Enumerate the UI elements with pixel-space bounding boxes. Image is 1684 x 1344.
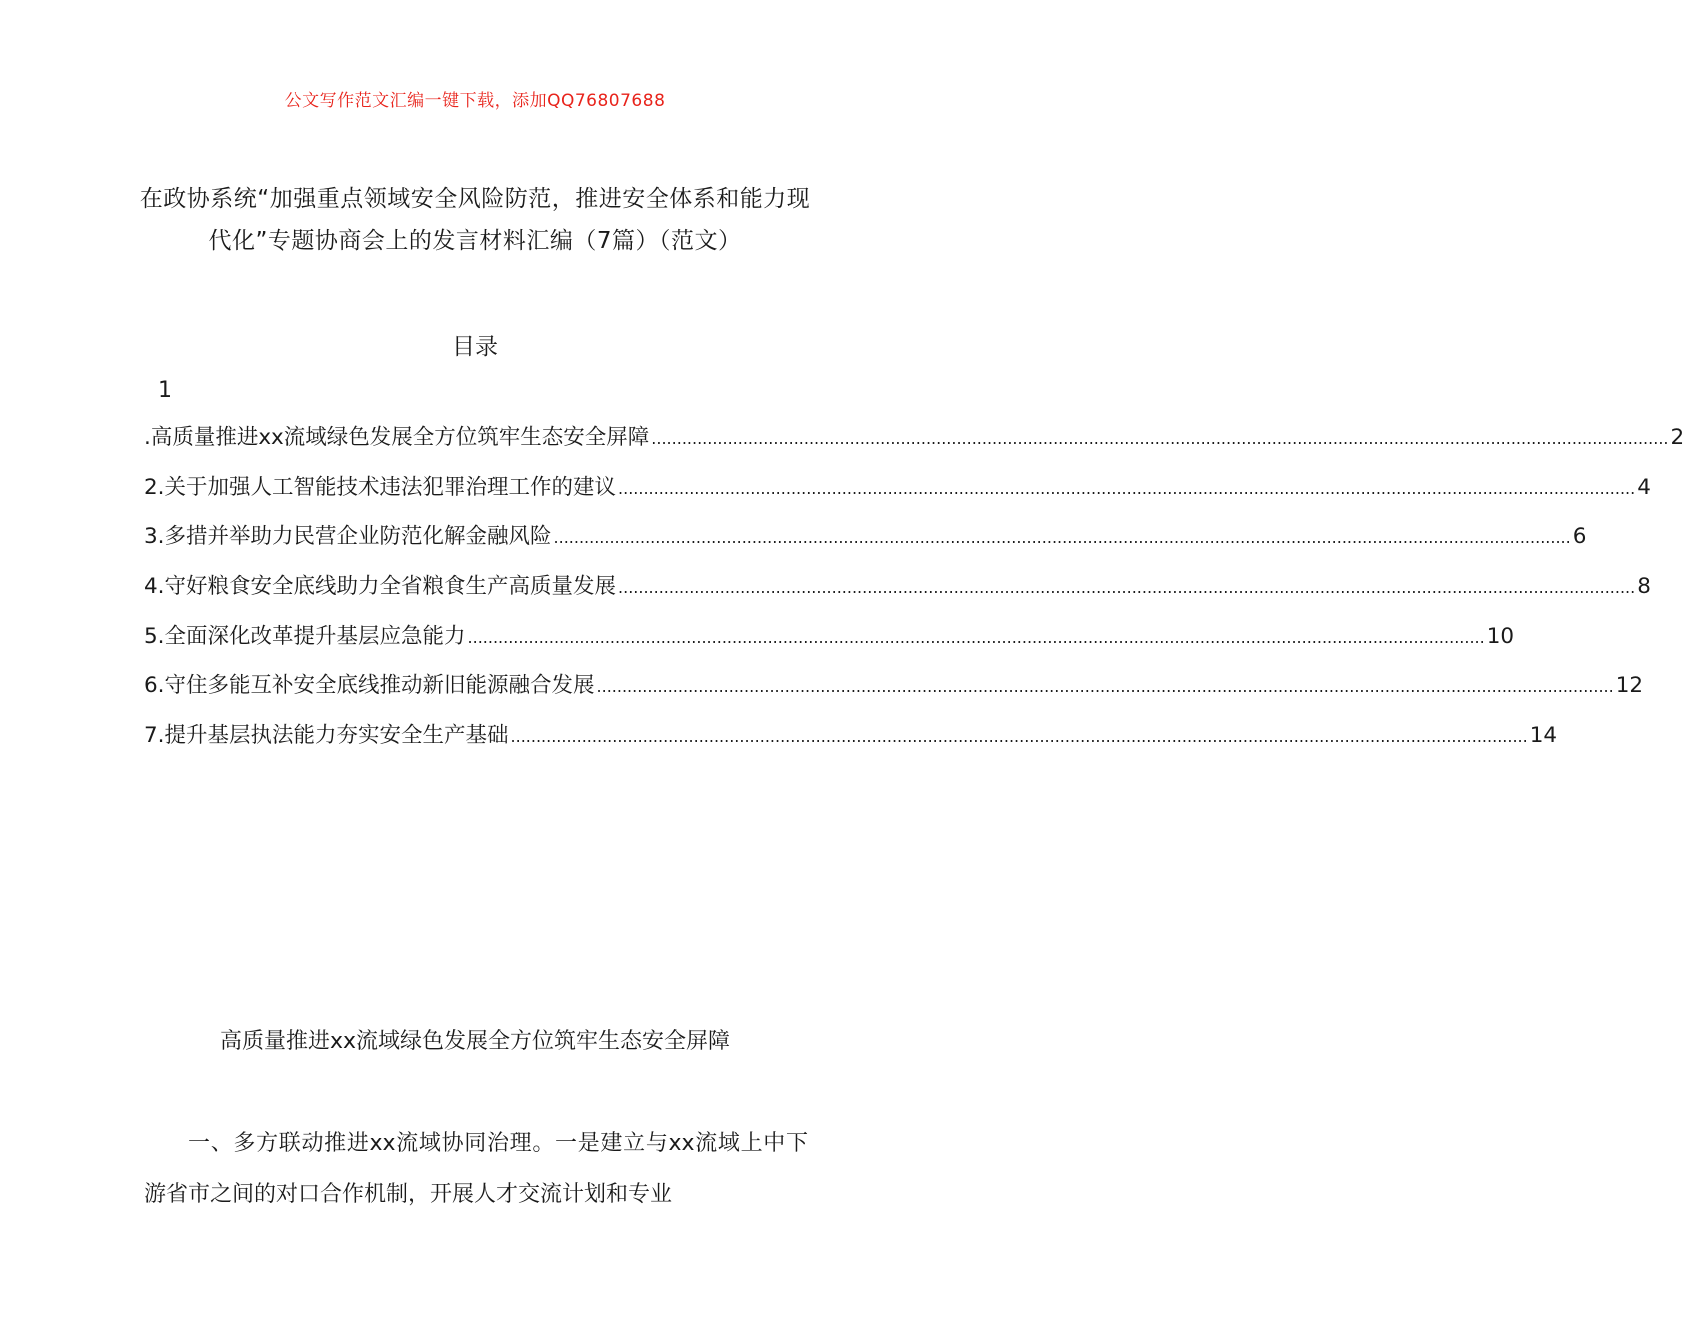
toc-leader-dots: ........................................................................................................................................................................................................ bbox=[651, 429, 1669, 448]
toc-leader-dots: ........................................................................................................................................................................................................ bbox=[467, 627, 1485, 647]
toc-item-label: 3.多措并举助力民营企业防范化解金融风险 bbox=[144, 524, 552, 550]
toc-item-label: .高质量推进xx流域绿色发展全方位筑牢生态安全屏障 bbox=[144, 425, 650, 450]
toc-item-page: 8 bbox=[1637, 574, 1651, 600]
toc-item[interactable] bbox=[144, 668, 1644, 718]
toc-item[interactable] bbox=[144, 718, 1558, 768]
toc-leader-dots: ........................................................................................................................................................................................................ bbox=[510, 727, 1528, 747]
toc-lead-number: 1 bbox=[158, 378, 172, 403]
toc-heading: 目录 bbox=[452, 334, 498, 360]
toc-leader-dots: ........................................................................................................................................................................................................ bbox=[596, 677, 1614, 697]
toc-item[interactable] bbox=[144, 569, 1651, 619]
download-banner[interactable]: 公文写作范文汇编一键下载，添加QQ76807688 bbox=[284, 91, 666, 111]
toc-item-page: 2 bbox=[1670, 425, 1684, 450]
toc-leader-dots: ........................................................................................................................................................................................................ bbox=[618, 478, 1636, 498]
toc-leader-dots: ........................................................................................................................................................................................................ bbox=[553, 528, 1571, 548]
toc-item-label: 6.守住多能互补安全底线推动新旧能源融合发展 bbox=[144, 673, 595, 699]
toc-item[interactable] bbox=[144, 519, 1587, 569]
toc-item-page: 12 bbox=[1615, 673, 1644, 699]
toc-leader-dots: ........................................................................................................................................................................................................ bbox=[618, 578, 1636, 598]
body-paragraph: 一、多方联动推进xx流域协同治理。一是建立与xx流域上中下游省市之间的对口合作机制，开展人才交流计划和专业 bbox=[144, 1131, 808, 1207]
toc-item-page: 10 bbox=[1486, 623, 1515, 649]
toc-item-page: 14 bbox=[1529, 723, 1558, 749]
toc-item-label: 5.全面深化改革提升基层应急能力 bbox=[144, 623, 466, 649]
section-title: 高质量推进xx流域绿色发展全方位筑牢生态安全屏障 bbox=[219, 1029, 731, 1054]
toc-item[interactable] bbox=[144, 420, 1684, 470]
table-of-contents bbox=[144, 420, 1684, 768]
toc-item[interactable] bbox=[144, 470, 1651, 520]
toc-item[interactable] bbox=[144, 619, 1515, 669]
toc-item-page: 4 bbox=[1637, 474, 1651, 500]
toc-item-label: 2.关于加强人工智能技术违法犯罪治理工作的建议 bbox=[144, 474, 617, 500]
toc-item-label: 7.提升基层执法能力夯实安全生产基础 bbox=[144, 723, 509, 749]
document-title: 在政协系统“加强重点领域安全风险防范，推进安全体系和能力现代化”专题协商会上的发言材料汇编（7篇）（范文） bbox=[139, 186, 811, 254]
toc-item-page: 6 bbox=[1572, 524, 1587, 550]
toc-item-label: 4.守好粮食安全底线助力全省粮食生产高质量发展 bbox=[144, 574, 617, 600]
